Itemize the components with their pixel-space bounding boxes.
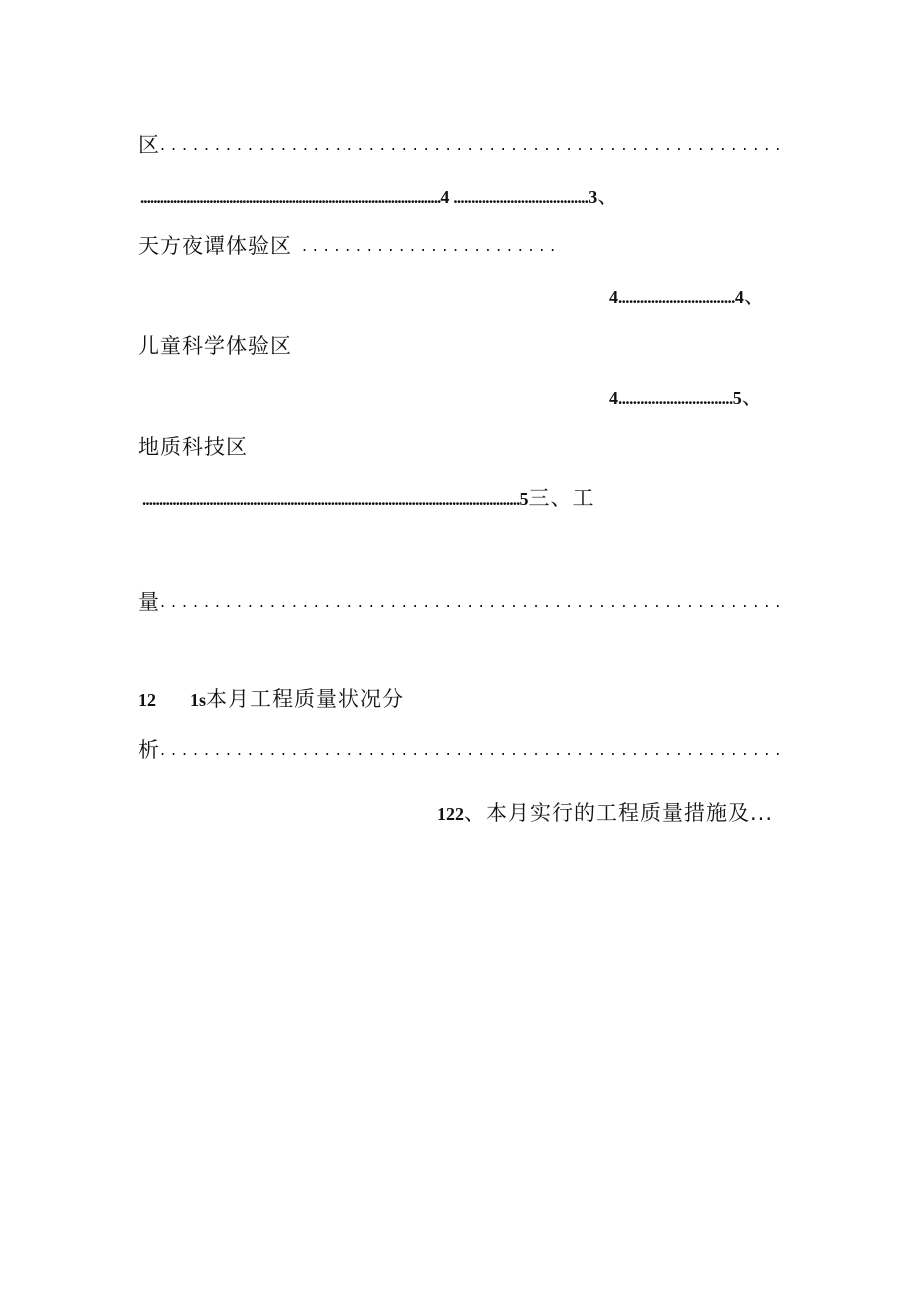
toc-separator: 、 (741, 385, 764, 409)
toc-line-4 (609, 286, 766, 307)
toc-separator: 、 (597, 184, 620, 208)
toc-leader: ......................................................... (160, 135, 787, 154)
toc-page-number: 4 (440, 187, 450, 207)
toc-entry-label: 本月工程质量状况分 (206, 687, 405, 711)
toc-entry-label: 析 (138, 738, 160, 762)
toc-section-number: 5 (732, 388, 742, 408)
toc-line-9 (138, 592, 786, 613)
toc-section-number: 12 (138, 690, 156, 710)
toc-entry-label: 区 (138, 133, 160, 157)
toc-leader: ................................................................................................................ (142, 490, 520, 509)
toc-line-5 (138, 336, 292, 357)
toc-leader: ......................................................... (160, 740, 787, 759)
toc-subsection-number: 1s (190, 690, 207, 710)
toc-page-number: 5 (519, 489, 529, 509)
toc-section-number: 3 (588, 187, 598, 207)
toc-line-7 (138, 437, 248, 458)
toc-separator: 、 (743, 284, 766, 308)
toc-leader: ...................................... (453, 188, 589, 207)
toc-entry-label: 、本月实行的工程质量措施及... (464, 801, 774, 825)
toc-leader: ........................................................................................... (140, 188, 441, 207)
toc-section-number: 122 (437, 804, 464, 824)
toc-line-11 (138, 740, 786, 761)
toc-page-number: 4 (609, 388, 618, 408)
toc-line-1 (138, 135, 786, 156)
toc-section-label: 三、工 (528, 486, 595, 510)
toc-line-2 (140, 186, 619, 207)
toc-section-number: 4 (734, 287, 744, 307)
toc-leader: ........................ (302, 236, 561, 255)
toc-line-8 (142, 488, 594, 509)
toc-line-3 (138, 236, 561, 257)
toc-leader: ......................................................... (160, 592, 787, 611)
toc-entry-label: 天方夜谭体验区 (138, 234, 292, 258)
toc-line-12 (437, 803, 773, 824)
toc-entry-label: 地质科技区 (138, 435, 248, 459)
toc-leader: ................................ (618, 288, 735, 307)
toc-line-6 (609, 387, 764, 408)
toc-entry-label: 儿童科学体验区 (138, 334, 292, 358)
toc-line-10 (138, 689, 404, 710)
toc-page-number: 4 (609, 287, 618, 307)
toc-leader: ............................... (618, 389, 733, 408)
toc-entry-label: 量 (138, 590, 160, 614)
